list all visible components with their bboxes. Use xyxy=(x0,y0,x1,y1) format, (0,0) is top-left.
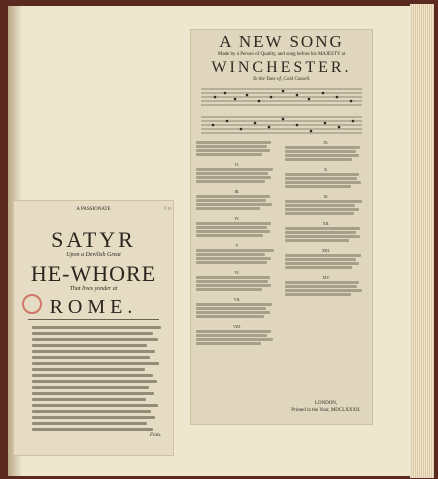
satyr-place: ROME. xyxy=(49,296,138,318)
stanza-numeral: II. xyxy=(235,162,239,167)
stanza-numeral: V. xyxy=(235,243,239,248)
stanza-numeral: III. xyxy=(234,189,240,194)
new-song-right-column xyxy=(285,140,367,400)
new-song-imprint xyxy=(285,400,367,414)
stanza-numeral: VII. xyxy=(233,297,241,302)
new-song-place: WINCHESTER. xyxy=(211,59,352,76)
imprint-city: LONDON, xyxy=(314,401,338,406)
satyr-subject: HE-WHORE xyxy=(30,261,157,286)
stanza-numeral: XII. xyxy=(322,221,330,226)
page-edges xyxy=(410,4,434,478)
new-song-subtitle: Made by a Person of Quality, and sung before his MAJESTY at xyxy=(217,52,346,57)
stanza-numeral: VI. xyxy=(234,270,240,275)
satyr-body-text xyxy=(32,323,166,434)
stanza-numeral: XIV. xyxy=(322,275,330,280)
stanza-numeral: XIII. xyxy=(322,248,330,253)
stanza-numeral: IX. xyxy=(323,140,329,145)
satyr-header: A PASSIONATE xyxy=(76,207,111,212)
stanza-numeral: XI. xyxy=(323,194,329,199)
music-staff xyxy=(201,85,362,137)
stanza-numeral: X. xyxy=(324,167,328,172)
new-song-broadside xyxy=(190,29,373,425)
imprint-line: Printed in the Year, MDCLXXXII. xyxy=(291,408,361,413)
satyr-upon: Upon a Devilish Great xyxy=(66,252,121,258)
stanza-numeral: IV. xyxy=(234,216,240,221)
stanza-numeral: VIII. xyxy=(233,324,241,329)
new-song-tune: To the Tune of, Cold Cassell. xyxy=(252,77,311,82)
satyr-title: SATYR xyxy=(51,227,136,252)
satyr-broadside xyxy=(13,200,174,456)
new-song-left-column xyxy=(196,140,278,400)
shelfmark-note: 6 to xyxy=(164,207,172,212)
satyr-signature: Finis. xyxy=(150,433,162,438)
satyr-rule xyxy=(28,319,159,320)
new-song-title: A NEW SONG xyxy=(219,32,344,51)
satyr-reside: That lives yonder at xyxy=(69,286,118,292)
